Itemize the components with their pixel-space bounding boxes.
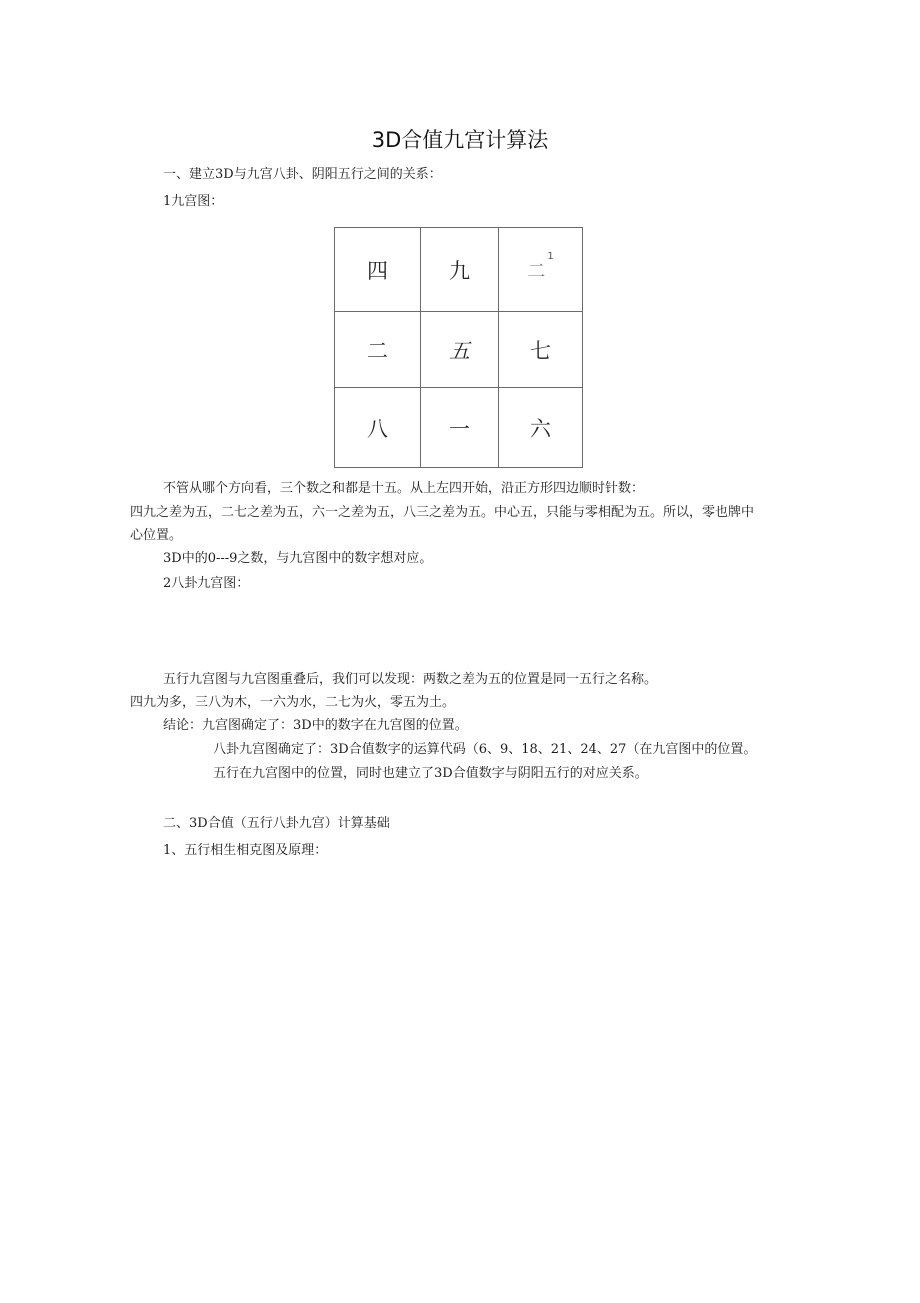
- paragraph: 四九为多，三八为木，一六为水，二七为火，零五为土。: [130, 695, 456, 710]
- paragraph: 五行九宫图与九宫图重叠后，我们可以发现：两数之差为五的位置是同一五行之名称。: [163, 672, 658, 687]
- subsection-nine-palace-heading: 1九宫图：: [163, 194, 224, 209]
- grid-cell: 二: [335, 312, 421, 388]
- grid-cell: [499, 228, 583, 312]
- grid-cell-value: 二: [527, 260, 546, 282]
- grid-cell: 八: [335, 388, 421, 468]
- section-2-heading: 二、3D合值（五行八卦九宫）计算基础: [163, 816, 390, 831]
- section-1-heading: 一、建立3D与九宫八卦、阴阳五行之间的关系：: [163, 167, 442, 182]
- subsection-bagua-heading: 2八卦九宫图：: [163, 576, 250, 591]
- grid-cell: 五: [421, 312, 499, 388]
- page-title: 3D合值九宫计算法: [371, 128, 549, 152]
- paragraph: 结论：九宫图确定了：3D中的数字在九宫图的位置。: [163, 718, 468, 733]
- grid-cell-note: 1: [547, 250, 554, 262]
- paragraph: 四九之差为五，二七之差为五，六一之差为五，八三之差为五。中心五，只能与零相配为五。所以，零也牌中: [130, 505, 755, 520]
- paragraph: 八卦九宫图确定了：3D合值数字的运算代码（6、9、18、21、24、27（在九宫图中的位置。: [213, 742, 757, 757]
- subsection-five-elements-heading: 1、五行相生相克图及原理：: [163, 843, 328, 858]
- grid-cell: 四: [335, 228, 421, 312]
- paragraph: 不管从哪个方向看，三个数之和都是十五。从上左四开始，沿正方形四边顺时针数：: [163, 481, 645, 496]
- paragraph: 心位置。: [130, 528, 183, 543]
- grid-cell: 六: [499, 388, 583, 468]
- grid-cell: 九: [421, 228, 499, 312]
- grid-cell: 七: [499, 312, 583, 388]
- paragraph: 五行在九宫图中的位置，同时也建立了3D合值数字与阴阳五行的对应关系。: [213, 766, 648, 781]
- grid-cell: 一: [421, 388, 499, 468]
- nine-palace-grid: [334, 227, 583, 468]
- paragraph: 3D中的0---9之数，与九宫图中的数字想对应。: [163, 551, 433, 566]
